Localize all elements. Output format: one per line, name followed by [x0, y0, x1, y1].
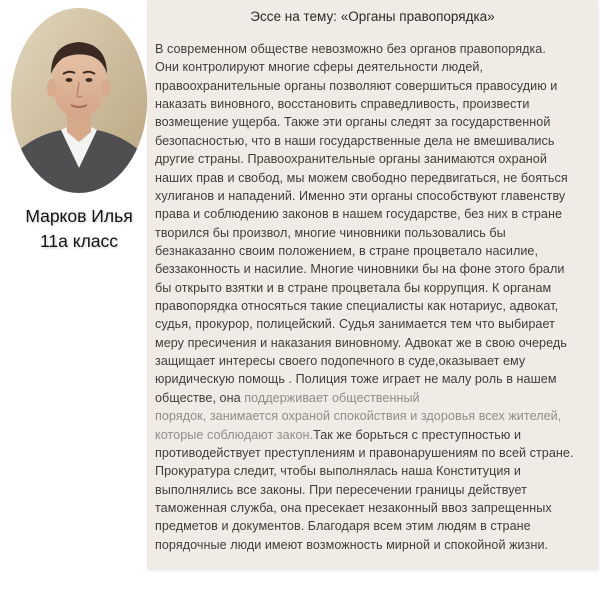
- essay-faded-segment: поддерживает общественный: [244, 390, 420, 405]
- essay-line: противодействует преступлениям и правонарушениям по всей стране.: [155, 445, 574, 460]
- essay-line: права и соблюдению законов в нашем государстве, без них в стране: [155, 207, 563, 222]
- author-grade: 11а класс: [39, 231, 119, 251]
- essay-line: наших прав и свобод, мы можем свободно передвигаться, не бояться: [155, 170, 568, 185]
- essay-faded-segment: которые соблюдают закон.: [155, 427, 314, 442]
- essay-text-segment: Так же борьться с преступностью и: [313, 427, 522, 442]
- author-photo: [11, 8, 147, 193]
- essay-line: [155, 389, 596, 407]
- essay-line: наказать виновного, восстановить справедливость, произвести: [155, 97, 530, 112]
- essay-card: [147, 0, 598, 570]
- essay-line: возмещение ущерба. Также эти органы следят за государственной: [155, 115, 551, 130]
- essay-line: другие страны. Правоохранительные органы занимаются охраной: [155, 152, 547, 167]
- essay-line: безопасностью, что в наши государственные дела не вмешивались: [155, 133, 555, 148]
- essay-line: правоохранительные органы позволяют совершиться правосудию и: [155, 78, 558, 93]
- essay-line: хулиганов и нападений. Именно эти органы способствуют главенству: [155, 188, 566, 203]
- essay-line: [155, 426, 596, 444]
- essay-line: бы открыто взятки и в стране процветала бы коррупция. К органам: [155, 280, 552, 295]
- essay-line: В современном обществе невозможно без органов правопорядка.: [155, 42, 546, 56]
- essay-line: Они контролируют многие сферы деятельности людей,: [155, 60, 484, 75]
- essay-line: меру пресичения и наказания виновному. Адвокат же в свою очередь: [155, 335, 567, 350]
- essay-line: творился бы произвол, многие чиновники пользовались бы: [155, 225, 506, 240]
- essay-line: выполнялись все законы. При пересечении границы действует: [155, 482, 527, 497]
- essay-line: судья, прокурор, полицейский. Судья занимается тем что выбирает: [155, 317, 555, 332]
- essay-line: защищает интересы своего подопечного в суде,оказывает ему: [155, 354, 526, 369]
- essay-line: правопорядка относяться такие специалисты как нотариус, адвокат,: [155, 299, 559, 314]
- essay-line: порядочные люди имеют возможность мирной и спокойной жизни.: [155, 537, 549, 552]
- author-caption: [0, 204, 158, 254]
- essay-line: безнаказанно своим положением, в стране процветало насилие,: [155, 243, 539, 258]
- essay-line: беззаконность и насилие. Многие чиновники бы на фоне этого брали: [155, 262, 565, 277]
- portrait-image: [11, 8, 147, 193]
- essay-line: Прокуратура следит, чтобы выполнялась наша Конституция и: [155, 464, 521, 479]
- essay-title: Эссе на тему: «Органы правопорядка»: [250, 9, 495, 24]
- essay-line: юридическую помощь . Полиция тоже играет не малу роль в нашем: [155, 372, 557, 387]
- author-name: Марков Илья: [25, 206, 133, 226]
- essay-text-segment: обществе, она: [155, 390, 245, 405]
- essay-body: [155, 40, 596, 554]
- essay-line: предметов и документов. Благодаря всем этим людям в стране: [155, 519, 531, 534]
- essay-line: таможенная служба, она пресекает незаконный ввоз запрещенных: [155, 500, 552, 515]
- essay-line-faded: порядок, занимается охраной спокойствия и здоровья всех жителей,: [155, 409, 562, 424]
